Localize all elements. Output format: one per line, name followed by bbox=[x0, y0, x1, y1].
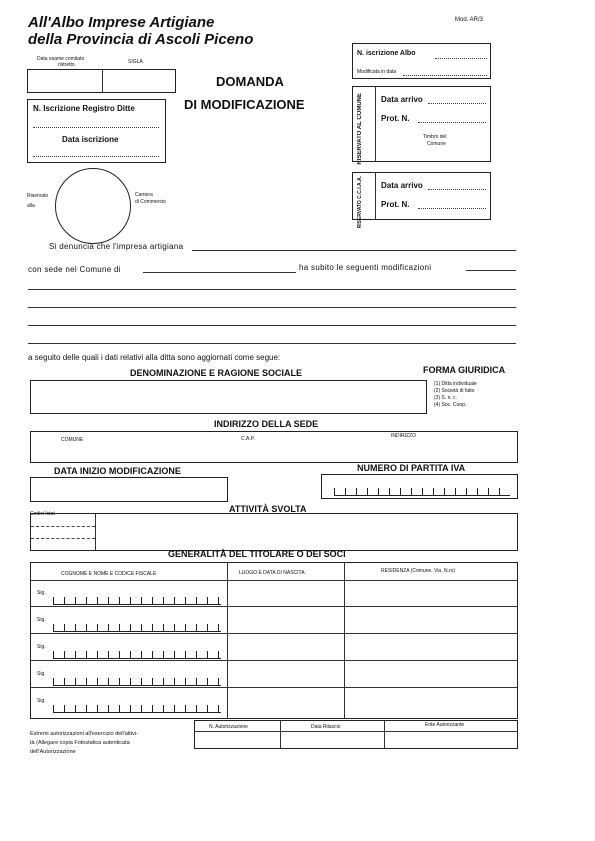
forma-title: FORMA GIURIDICA bbox=[423, 365, 506, 375]
timbro-label1: Timbro del bbox=[423, 134, 447, 140]
indirizzo-col: INDIRIZZO bbox=[391, 433, 416, 439]
denominazione-title: DENOMINAZIONE E RAGIONE SOCIALE bbox=[130, 368, 303, 378]
header-line2: della Provincia di Ascoli Piceno bbox=[28, 31, 254, 48]
cciaa-box bbox=[352, 172, 491, 229]
autorizz-text-1: Estremi autorizzazioni all'esercizio dell'attivi- bbox=[30, 731, 138, 737]
riservato-label: Riservato bbox=[27, 193, 49, 199]
title-modificazione: DI MODIFICAZIONE bbox=[184, 97, 305, 112]
autorizz-table[interactable] bbox=[194, 720, 518, 749]
denominazione-box[interactable] bbox=[30, 380, 427, 414]
riservato-comune: RISERVATO AL COMUNE bbox=[357, 93, 363, 165]
forma-opt-3: (3) S. n. c. bbox=[434, 395, 458, 401]
albo-n-label: N. iscrizione Albo bbox=[357, 50, 416, 57]
modificata-label: Modificata in data bbox=[357, 69, 397, 75]
comitato-box[interactable] bbox=[27, 69, 176, 93]
header-line1: All'Albo Imprese Artigiane bbox=[28, 14, 215, 31]
comune-data-arrivo: Data arrivo bbox=[381, 95, 423, 104]
sig-4: Sig. bbox=[37, 671, 46, 677]
cf-row-3[interactable] bbox=[53, 651, 221, 659]
mod-line-4[interactable] bbox=[28, 343, 516, 344]
indirizzo-sede-title: INDIRIZZO DELLA SEDE bbox=[214, 419, 319, 429]
codici-istat-label: Codici Istat bbox=[30, 511, 55, 517]
sig-1: Sig. bbox=[37, 590, 46, 596]
cf-row-5[interactable] bbox=[53, 705, 221, 713]
cf-row-1[interactable] bbox=[53, 597, 221, 605]
sigla-label: SIGLA bbox=[128, 59, 143, 65]
cap-col: C.A.P. bbox=[241, 436, 255, 442]
mod-line-2[interactable] bbox=[28, 307, 516, 308]
attivita-box[interactable] bbox=[30, 513, 518, 551]
forma-opt-4: (4) Soc. Coop. bbox=[434, 402, 467, 408]
denuncia-text: Si denuncia che l'impresa artigiana bbox=[49, 242, 184, 251]
partita-iva-title: NUMERO DI PARTITA IVA bbox=[357, 463, 466, 473]
attivita-title: ATTIVITÀ SVOLTA bbox=[229, 504, 307, 514]
cf-row-2[interactable] bbox=[53, 624, 221, 632]
commercio-label: di Commercio bbox=[135, 199, 166, 205]
data-inizio-title: DATA INIZIO MODIFICAZIONE bbox=[54, 466, 181, 476]
forma-opt-2: (2) Società di fatto bbox=[434, 388, 475, 394]
header-residenza: RESIDENZA (Comune, Via, N.ro) bbox=[381, 568, 456, 574]
cciaa-data-arrivo: Data arrivo bbox=[381, 181, 423, 190]
comune-line[interactable] bbox=[143, 272, 296, 273]
sig-3: Sig. bbox=[37, 644, 46, 650]
data-esame-label: Data esame comitato bbox=[37, 56, 85, 62]
header-luogo: LUOGO E DATA DI NASCITA bbox=[239, 570, 305, 576]
albo-box bbox=[352, 43, 491, 79]
registro-box bbox=[27, 99, 166, 163]
modificazioni-text: ha subito le seguenti modificazioni bbox=[299, 263, 432, 272]
ente-autorizzante-col: Ente Autorizzante bbox=[425, 722, 465, 728]
camera-label: Camera bbox=[135, 192, 153, 198]
mod-line-3[interactable] bbox=[28, 325, 516, 326]
sig-2: Sig. bbox=[37, 617, 46, 623]
seguito-text: a seguito delle quali i dati relativi alla ditta sono aggiornati come segue: bbox=[28, 353, 281, 362]
sig-5: Sig. bbox=[37, 698, 46, 704]
mod-line-1[interactable] bbox=[28, 289, 516, 290]
header-cognome: COGNOME E NOME E CODICE FISCALE bbox=[61, 571, 157, 577]
registro-label: N. Iscrizione Registro Ditte bbox=[33, 104, 135, 113]
comune-prot: Prot. N. bbox=[381, 114, 410, 123]
autorizz-text-2: tà (Allegare copia Fotostatica autenticata bbox=[30, 740, 130, 746]
comune-box bbox=[352, 86, 491, 165]
generalita-title: GENERALITÀ DEL TITOLARE O DEI SOCI bbox=[168, 549, 346, 559]
n-autorizzazione-col: N. Autorizzazione bbox=[209, 724, 248, 730]
title-domanda: DOMANDA bbox=[216, 74, 284, 89]
sede-text: con sede nel Comune di bbox=[28, 265, 121, 274]
data-iscrizione-label: Data iscrizione bbox=[62, 135, 119, 144]
partita-iva-box[interactable] bbox=[321, 474, 518, 499]
forma-opt-1: (1) Ditta individuale bbox=[434, 381, 477, 387]
alla-label: alla bbox=[27, 203, 35, 209]
cf-row-4[interactable] bbox=[53, 678, 221, 686]
riservato-cciaa: RISERVATO C.C.I.A.A. bbox=[357, 176, 363, 229]
comune-col: COMUNE bbox=[61, 437, 84, 443]
impresa-line[interactable] bbox=[192, 250, 516, 251]
data-inizio-box[interactable] bbox=[30, 477, 228, 502]
indirizzo-box[interactable] bbox=[30, 431, 518, 463]
model-code: Mod. AR/3 bbox=[455, 17, 484, 23]
stamp-circle bbox=[55, 168, 131, 244]
cciaa-prot: Prot. N. bbox=[381, 200, 410, 209]
timbro-label2: Comune bbox=[427, 141, 446, 147]
autorizz-text-3: dell'Autorizzazione bbox=[30, 749, 76, 755]
soci-table bbox=[30, 562, 518, 719]
data-rilascio-col: Data Rilascio bbox=[311, 724, 341, 730]
ristretto-label: ristretto bbox=[58, 62, 75, 68]
